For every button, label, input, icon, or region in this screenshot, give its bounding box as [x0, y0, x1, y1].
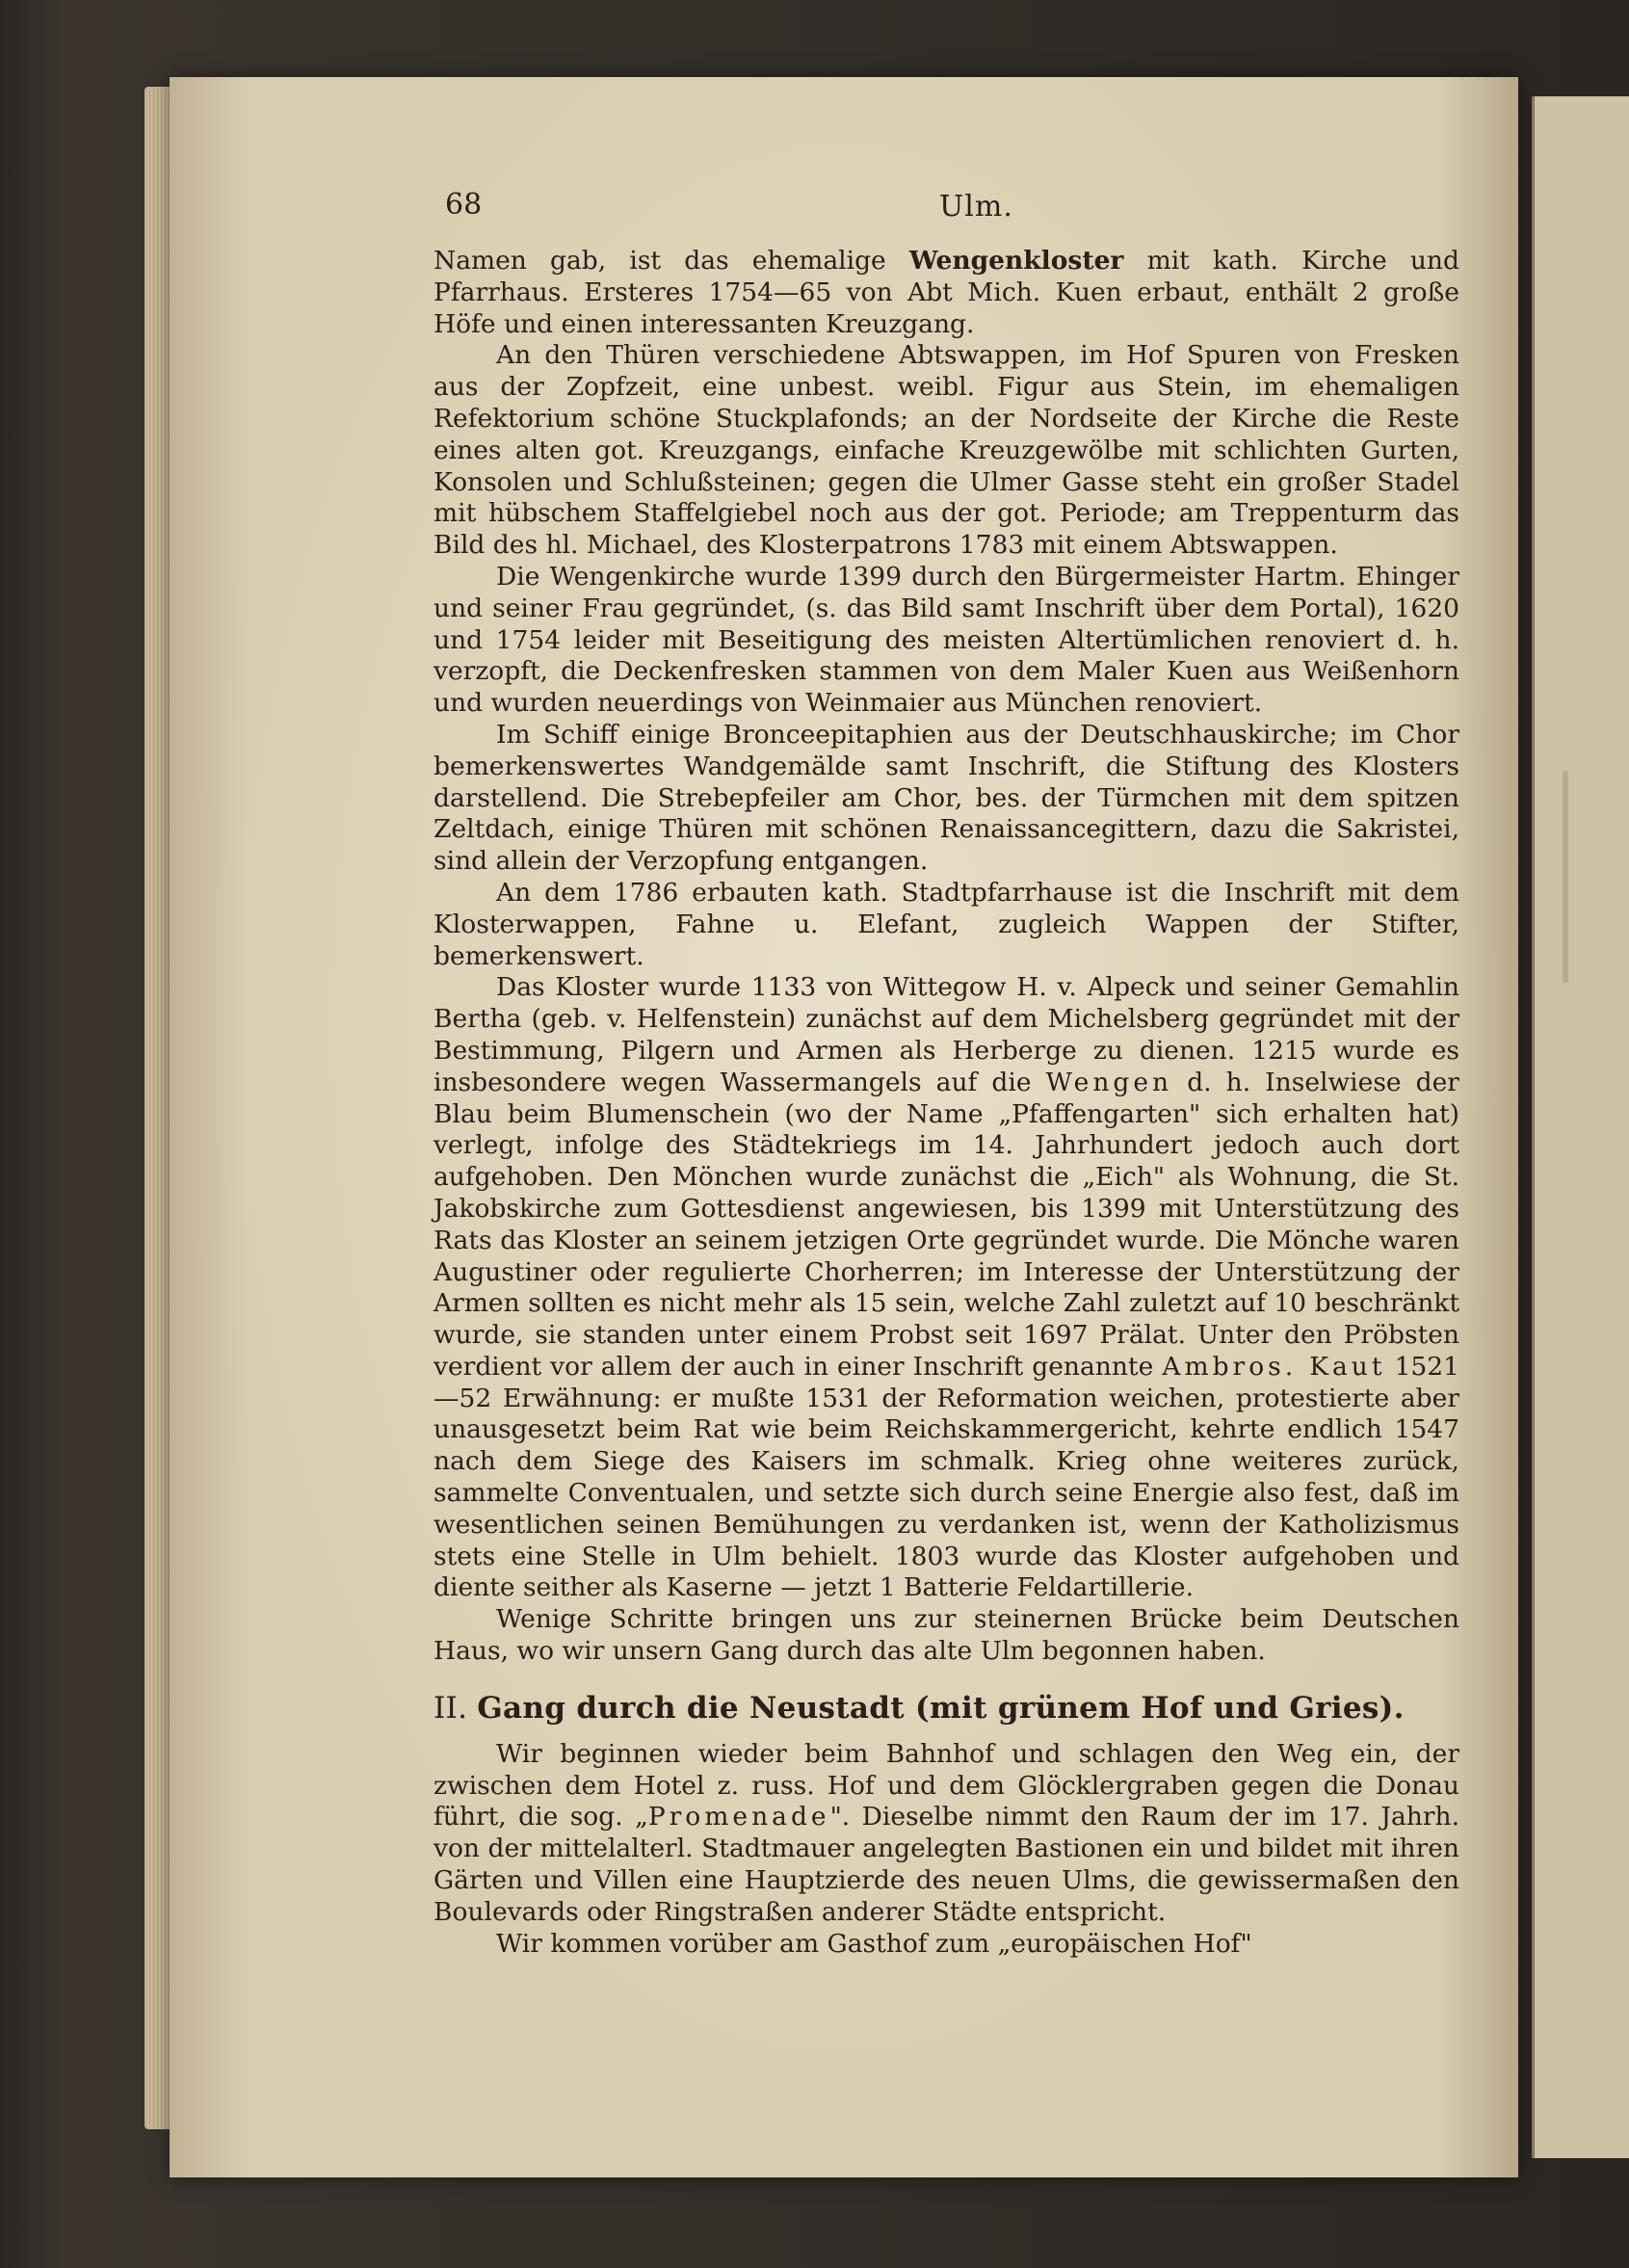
page-content	[434, 188, 1459, 1960]
text-run: d. h. Inselwiese der Blau beim Blumenschein (wo der Name „Pfaffengarten" sich erhalten hat) verlegt, infolge des Städtekriegs im 14. Jahrhundert jedoch auch dort aufgehoben. Den Mönchen wurde zunächst die „Eich" als Wohnung, die St. Jakobskirche zum Gottesdienst angewiesen, bis 1399 mit Unterstützung des Rats das Kloster an seinem jetzigen Orte gegründet wurde. Die Mönche waren Augustiner oder regulierte Chorherren; im Interesse der Unterstützung der Armen sollten es nicht mehr als 15 sein, welche Zahl zuletzt auf 10 beschränkt wurde, sie standen unter einem Probst seit 1697 Prälat. Unter den Pröbsten verdient vor allem der auch in einer Inschrift genannte	[434, 1067, 1459, 1382]
spaced-term: Wengen	[1045, 1067, 1173, 1097]
spaced-term: Promenade	[647, 1802, 830, 1833]
text-run: Wir beginnen wieder beim Bahnhof und schlagen den Weg ein, der zwischen dem Hotel z. russ. Hof und dem Glöcklergraben gegen die Donau führt, die sog. „	[434, 1738, 1459, 1833]
running-title: Ulm.	[939, 190, 1013, 224]
paragraph-promenade	[434, 1739, 1459, 1929]
paragraph-abtswappen: An den Thüren verschiedene Abtswappen, im Hof Spuren von Fresken aus der Zopfzeit, eine unbest. weibl. Figur aus Stein, im ehemaligen Refektorium schöne Stuckplafonds; an der Nordseite der Kirche die Reste eines alten got. Kreuzgangs, einfache Kreuzgewölbe mit schlichten Gurten, Konsolen und Schlußsteinen; gegen die Ulmer Gasse steht ein großer Stadel mit hübschem Staffelgiebel noch aus der got. Periode; am Treppenturm das Bild des hl. Michael, des Klosterpatrons 1783 mit einem Abtswappen.	[434, 340, 1459, 561]
section-title: Gang durch die Neustadt (mit grünem Hof und Gries).	[477, 1690, 1405, 1726]
section-heading	[434, 1691, 1459, 1726]
page-header	[434, 188, 1459, 246]
paragraph-bruecke: Wenige Schritte bringen uns zur steinernen Brücke beim Deutschen Haus, wo wir unsern Gang durch das alte Ulm begonnen haben.	[434, 1604, 1459, 1667]
text-run: mit kath. Kirche und Pfarrhaus. Ersteres 1754—65 von Abt Mich. Kuen erbaut, enthält 2 große Höfe und einen interessanten Kreuzgang.	[434, 246, 1459, 339]
page-number: 68	[445, 188, 483, 222]
bold-term: Wengenkloster	[908, 246, 1124, 276]
text-run: 1521—52 Erwähnung: er mußte 1531 der Reformation weichen, protestierte aber unausgesetzt beim Rat wie beim Reichskammergericht, kehrte endlich 1547 nach dem Siege des Kaisers im schmalk. Krieg ohne weiteres zurück, sammelte Conventualen, und setzte sich durch seine Energie also fest, daß im wesentlichen seinen Bemühungen zu verdanken ist, wenn der Katholizismus stets eine Stelle in Ulm behielt. 1803 wurde das Kloster aufgehoben und diente seither als Kaserne — jetzt 1 Batterie Feldartillerie.	[434, 1351, 1460, 1603]
section-number: II.	[434, 1690, 468, 1726]
paragraph-kloster-history	[434, 972, 1459, 1604]
spaced-term: Ambros. Kaut	[1162, 1351, 1386, 1382]
page-fold	[1563, 771, 1568, 983]
text-run: ". Dieselbe nimmt den Raum der im 17. Jahrh. von der mittelalterl. Stadtmauer angelegten Bastionen ein und bildet mit ihren Gärten und Villen eine Hauptzierde des neuen Ulms, die gewissermaßen den Boulevards oder Ringstraßen anderer Städte entspricht.	[434, 1802, 1459, 1927]
paragraph-schiff: Im Schiff einige Bronceepitaphien aus der Deutschhauskirche; im Chor bemerkenswertes Wandgemälde samt Inschrift, die Stiftung des Klosters darstellend. Die Strebepfeiler am Chor, bes. der Türmchen mit dem spitzen Zeltdach, einige Thüren mit schönen Renaissancegittern, dazu die Sakristei, sind allein der Verzopfung entgangen.	[434, 719, 1459, 877]
paragraph-wengenkloster	[434, 246, 1459, 340]
paragraph-stadtpfarrhaus: An dem 1786 erbauten kath. Stadtpfarrhause ist die Inschrift mit dem Klosterwappen, Fahne u. Elefant, zugleich Wappen der Stifter, bemerkenswert.	[434, 877, 1459, 971]
text-run: Namen gab, ist das ehemalige	[434, 246, 886, 276]
paragraph-wengenkirche: Die Wengenkirche wurde 1399 durch den Bürgermeister Hartm. Ehinger und seiner Frau gegründet, (s. das Bild samt Inschrift über dem Portal), 1620 und 1754 leider mit Beseitigung des meisten Altertümlichen renoviert d. h. verzopft, die Deckenfresken stammen von dem Maler Kuen aus Weißenhorn und wurden neuerdings von Weinmaier aus München renoviert.	[434, 561, 1459, 719]
paragraph-gasthof: Wir kommen vorüber am Gasthof zum „europäischen Hof"	[496, 1928, 1252, 1959]
text-run: Das Kloster wurde 1133 von Wittegow H. v. Alpeck und seiner Gemahlin Bertha (geb. v. Helfenstein) zunächst auf dem Michelsberg gegründet mit der Bestimmung, Pilgern und Armen als Herberge zu dienen. 1215 wurde es insbesondere wegen Wassermangels auf die	[434, 972, 1459, 1097]
facing-page-edge	[1532, 96, 1629, 2158]
